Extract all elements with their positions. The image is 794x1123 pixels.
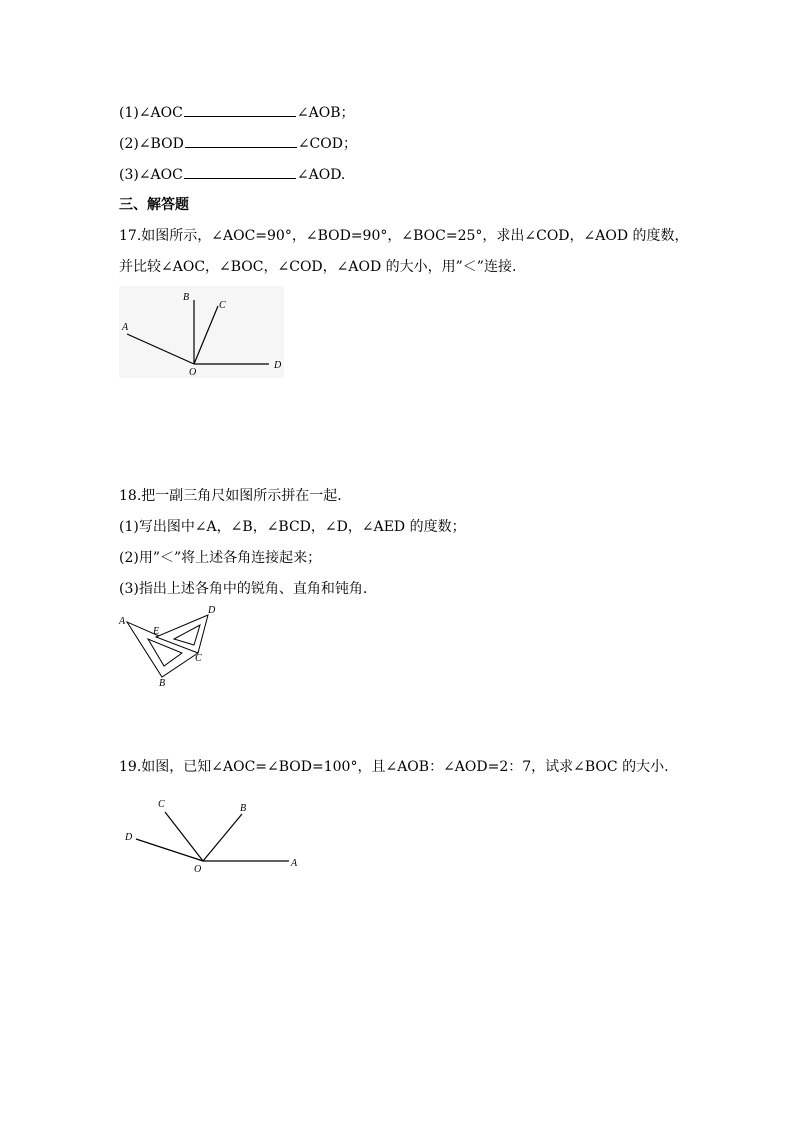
answer-blank-3[interactable] [184,164,296,179]
fill-blank-1 [119,102,354,123]
label-a: A [119,616,126,627]
label-d: D [125,832,133,843]
label-b: B [183,292,190,303]
q18-line2: (1)写出图中∠A，∠B，∠BCD，∠D，∠AED 的度数； [119,519,466,535]
answer-blank-1[interactable] [184,102,296,117]
label-o: O [189,367,197,378]
blank-2-right: ∠COD； [297,136,357,152]
q17-line1: 17.如图所示，∠AOC=90°，∠BOD=90°，∠BOC=25°，求出∠COD，∠AOD 的度数， [119,228,689,244]
ray-od [136,839,203,861]
q18-figure [116,603,222,688]
ray-oc [165,812,203,861]
label-c: C [158,799,165,810]
section-title: 三、解答题 [119,197,189,213]
label-b: B [240,803,247,814]
label-d: D [208,605,216,616]
q17-figure [119,286,289,381]
label-o: O [194,864,202,875]
fill-blank-2 [119,133,357,154]
q18-line1: 18.把一副三角尺如图所示拼在一起. [119,488,342,504]
label-c: C [219,300,226,311]
label-e: E [153,626,160,637]
blank-1-right: ∠AOB； [296,105,355,121]
label-a: A [291,858,298,869]
label-d: D [274,360,282,371]
blank-2-left: (2)∠BOD [119,136,184,152]
blank-1-left: (1)∠AOC [119,105,183,121]
blank-3-right: ∠AOD. [296,167,346,183]
label-a: A [122,322,129,333]
fill-blank-3 [119,164,345,185]
answer-blank-2[interactable] [185,133,297,148]
q19-figure [119,795,304,880]
q18-line4: (3)指出上述各角中的锐角、直角和钝角. [119,581,368,597]
ray-ob [203,814,242,861]
label-b: B [159,678,166,688]
q17-line2: 并比较∠AOC，∠BOC，∠COD，∠AOD 的大小，用”＜”连接. [119,259,517,275]
triangle-ruler-edc [156,615,208,653]
q19-line1: 19.如图，已知∠AOC=∠BOD=100°，且∠AOB：∠AOD=2：7，试求∠BOC 的大小. [119,759,669,775]
q18-line3: (2)用”＜”将上述各角连接起来； [119,550,322,566]
label-c: C [195,653,202,664]
blank-3-left: (3)∠AOC [119,167,183,183]
